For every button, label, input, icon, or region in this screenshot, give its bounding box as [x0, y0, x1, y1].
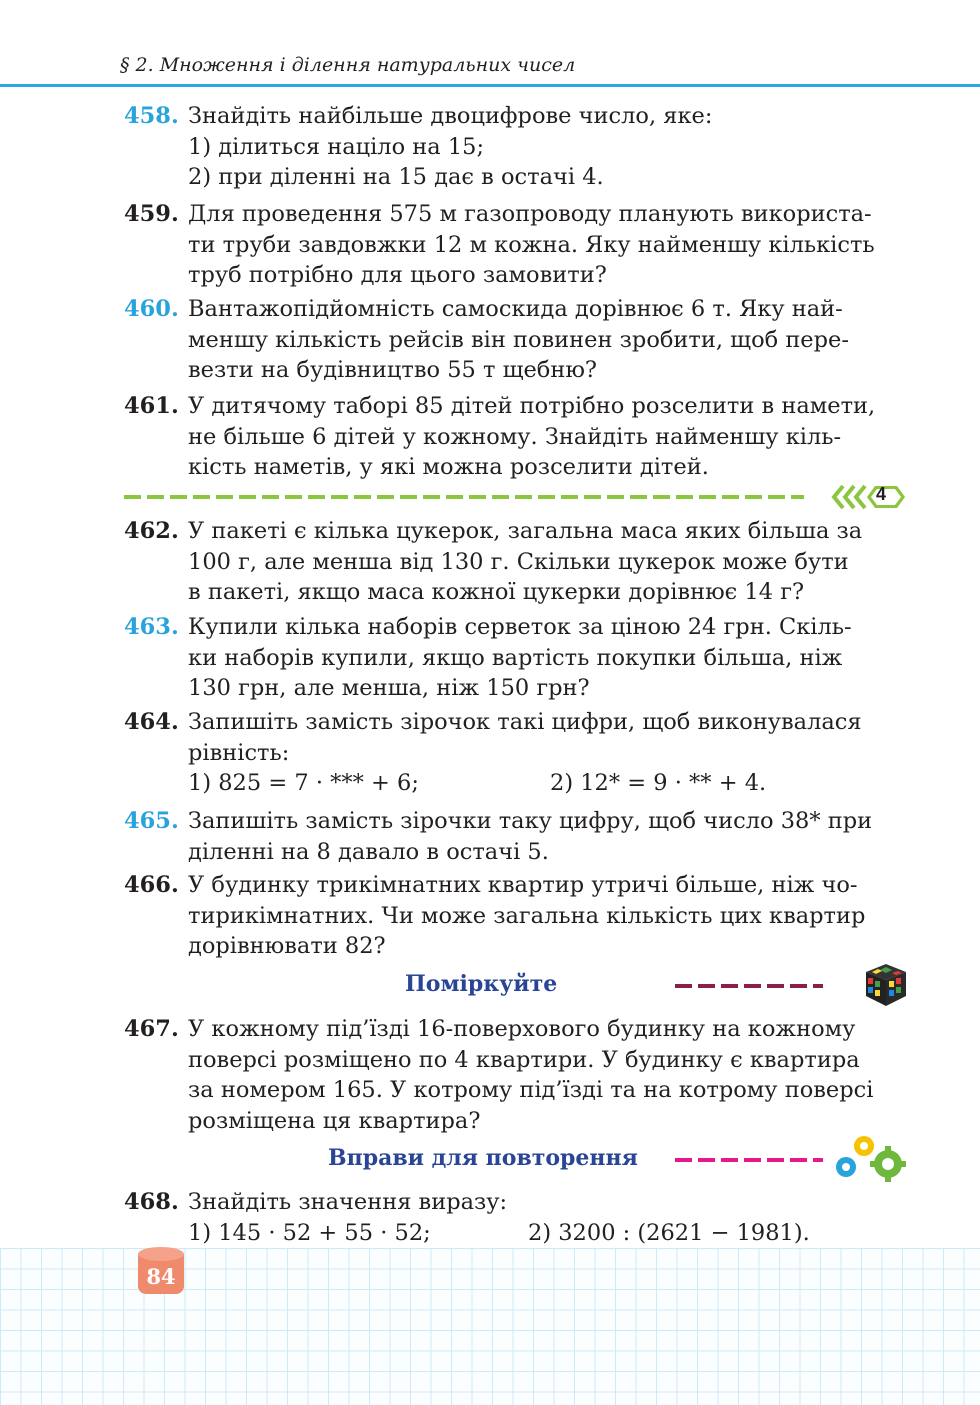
exercise-text: У будинку трикімнатних квартир утричі більше, ніж чо- тирикімнатних. Чи може загальна кількість цих квартир дорівнювати 82?	[188, 872, 866, 959]
rubiks-cube-icon	[860, 962, 910, 1008]
exercise-number: 466.	[124, 872, 179, 898]
exercise-467	[124, 1014, 914, 1136]
page-number: 84	[146, 1264, 176, 1289]
level-divider-dashes	[124, 485, 914, 509]
gears-icon	[832, 1134, 912, 1184]
exercise-item-1: 1) 825 = 7 · *** + 6;	[188, 770, 419, 796]
exercise-460	[124, 294, 914, 386]
exercise-number: 464.	[124, 709, 179, 735]
exercise-458	[124, 101, 914, 193]
running-header: § 2. Множення і ділення натуральних чисел	[120, 54, 576, 76]
exercise-number: 465.	[124, 808, 179, 834]
exercise-461	[124, 391, 914, 483]
level-divider	[124, 485, 914, 509]
exercise-number: 458.	[124, 103, 179, 129]
think-divider-dashes	[675, 982, 825, 990]
page-badge-top	[138, 1247, 184, 1261]
level-arrows-icon	[829, 483, 909, 511]
exercise-items	[188, 1218, 914, 1249]
exercise-text: Запишіть замість зірочки таку цифру, щоб число 38* при діленні на 8 давало в остачі 5.	[188, 808, 873, 865]
section-heading-think: Поміркуйте	[405, 971, 558, 997]
exercise-463	[124, 612, 914, 704]
exercise-text: Знайдіть найбільше двоцифрове число, яке: 1) ділиться націло на 15; 2) при діленні на 15 дає в остачі 4.	[188, 103, 713, 190]
exercise-text: У дитячому таборі 85 дітей потрібно розселити в намети, не більше 6 дітей у кожному. Знайдіть найменшу кіль- кість наметів, у які можна розселити дітей.	[188, 393, 876, 480]
review-divider-dashes	[675, 1156, 825, 1164]
exercise-number: 463.	[124, 614, 179, 640]
exercise-464	[124, 707, 914, 799]
exercise-item-1: 1) 145 · 52 + 55 · 52;	[188, 1219, 431, 1246]
exercise-468	[124, 1187, 914, 1248]
level-badge-number: 4	[876, 484, 887, 504]
exercise-text: Запишіть замість зірочок такі цифри, щоб виконувалася рівність:	[188, 709, 862, 766]
exercise-text: Вантажопідйомність самоскида дорівнює 6 т. Яку най- меншу кількість рейсів він повинен зробити, щоб пере- везти на будівництво 55 т щебню?	[188, 296, 849, 383]
exercise-number: 461.	[124, 393, 179, 419]
exercise-number: 462.	[124, 518, 179, 544]
exercise-465	[124, 806, 914, 867]
section-heading-review: Вправи для повторення	[328, 1145, 638, 1171]
exercise-number: 460.	[124, 296, 179, 322]
exercise-text: У пакеті є кілька цукерок, загальна маса яких більша за 100 г, але менша від 130 г. Скільки цукерок може бути в пакеті, якщо маса кожної цукерки дорівнює 14 г?	[188, 518, 863, 605]
exercise-number: 467.	[124, 1016, 179, 1042]
exercise-number: 468.	[124, 1189, 179, 1215]
exercise-466	[124, 870, 914, 962]
exercise-text: Купили кілька наборів серветок за ціною 24 грн. Скіль- ки наборів купили, якщо вартість покупки більша, ніж 130 грн, але менша, ніж 150 грн?	[188, 614, 852, 701]
exercise-text: У кожному під’їзді 16-поверхового будинку на кожному поверсі розміщено по 4 квартири. У будинку є квартира за номером 165. У котрому під’їзді та на котрому поверсі розміщена ця квартира?	[188, 1016, 874, 1134]
exercise-item-2: 2) 12* = 9 · ** + 4.	[550, 770, 767, 796]
page-number-badge	[138, 1247, 184, 1299]
exercise-462	[124, 516, 914, 608]
exercise-item-2: 2) 3200 : (2621 − 1981).	[528, 1219, 810, 1246]
exercise-text: Знайдіть значення виразу:	[188, 1189, 508, 1215]
exercise-459	[124, 199, 914, 291]
header-rule	[0, 84, 980, 87]
exercise-text: Для проведення 575 м газопроводу планують використа- ти труби завдовжки 12 м кожна. Яку найменшу кількість труб потрібно для цього замовити?	[188, 201, 875, 288]
exercise-items	[188, 768, 914, 799]
exercise-number: 459.	[124, 201, 179, 227]
